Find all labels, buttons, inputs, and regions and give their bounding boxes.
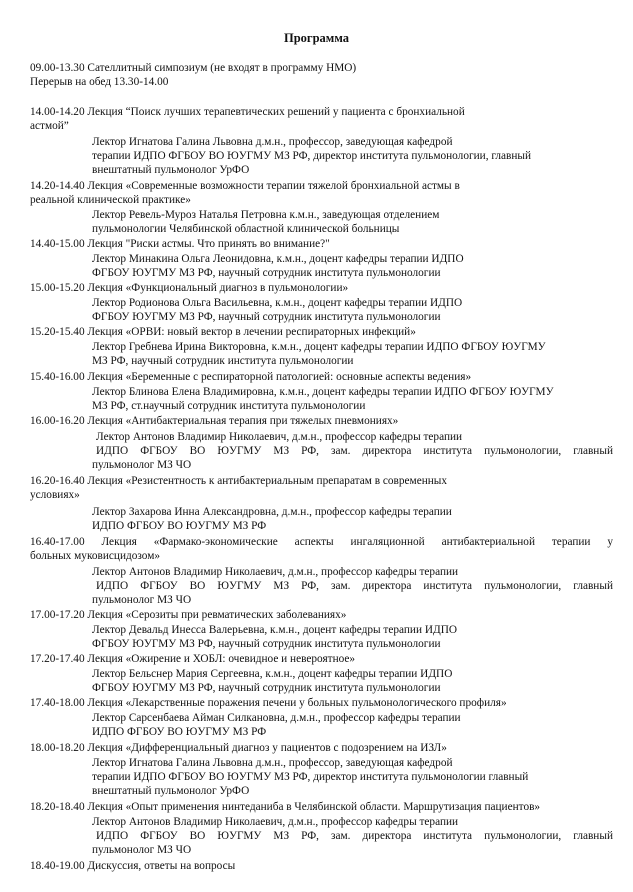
lecturer-line: Лектор Родионова Ольга Васильевна, к.м.н., доцент кафедры терапии ИДПО <box>92 297 463 309</box>
schedule-line: 14.40-15.00 Лекция "Риски астмы. Что принять во внимание?" <box>30 238 330 250</box>
lecturer-line: пульмонолог МЗ ЧО <box>92 459 192 471</box>
intro-line: Перерыв на обед 13.30-14.00 <box>30 76 169 88</box>
schedule-line: 14.00-14.20 Лекция “Поиск лучших терапевтических решений у пациента с бронхиальной <box>30 106 465 118</box>
lecturer-line: ИДПО ФГБОУ ВО ЮУГМУ МЗ РФ, зам. директора института пульмонологии, главный <box>96 830 613 842</box>
lecturer-line: Лектор Гребнева Ирина Викторовна, к.м.н., доцент кафедры терапии ИДПО ФГБОУ ЮУГМУ <box>92 341 546 353</box>
lecturer-line: ИДПО ФГБОУ ВО ЮУГМУ МЗ РФ, зам. директора института пульмонологии, главный <box>96 580 613 592</box>
lecturer-line: Лектор Девальд Инесса Валерьевна, к.м.н., доцент кафедры терапии ИДПО <box>92 624 458 636</box>
lecturer-line: Лектор Ревель-Муроз Наталья Петровна к.м.н., заведующая отделением <box>92 209 440 221</box>
lecturer-line: МЗ РФ, ст.научный сотрудник института пульмонологии <box>92 400 366 412</box>
lecturer-line: терапии ИДПО ФГБОУ ВО ЮУГМУ МЗ РФ, директор института пульмонологии главный <box>92 771 529 783</box>
lecturer-line: ФГБОУ ЮУГМУ МЗ РФ, научный сотрудник института пульмонологии <box>92 311 441 323</box>
schedule-line: астмой” <box>30 120 69 132</box>
lecturer-line: ФГБОУ ЮУГМУ МЗ РФ, научный сотрудник института пульмонологии <box>92 267 441 279</box>
schedule-line: условиях» <box>30 489 80 501</box>
schedule-line: 18.20-18.40 Лекция «Опыт применения нинтеданиба в Челябинской области. Маршрутизация пациентов» <box>30 801 541 813</box>
schedule-line: 15.20-15.40 Лекция «ОРВИ: новый вектор в лечении респираторных инфекций» <box>30 326 416 338</box>
lecturer-line: пульмонолог МЗ ЧО <box>92 594 192 606</box>
schedule-line: 17.00-17.20 Лекция «Серозиты при ревматических заболеваниях» <box>30 609 347 621</box>
schedule-line: больных муковисцидозом» <box>30 550 161 562</box>
lecturer-line: внештатный пульмонолог УрФО <box>92 164 250 176</box>
lecturer-line: Лектор Антонов Владимир Николаевич, д.м.н., профессор кафедры терапии <box>92 566 459 578</box>
lecturer-line: внештатный пульмонолог УрФО <box>92 785 250 797</box>
schedule-line: 18.40-19.00 Дискуссия, ответы на вопросы <box>30 860 236 872</box>
lecturer-line: ФГБОУ ЮУГМУ МЗ РФ, научный сотрудник института пульмонологии <box>92 682 441 694</box>
schedule-line: 15.00-15.20 Лекция «Функциональный диагноз в пульмонологии» <box>30 282 349 294</box>
schedule-line: 16.40-17.00 Лекция «Фармако-экономические аспекты ингаляционной антибактериальной терапии у <box>30 536 613 548</box>
lecturer-line: Лектор Сарсенбаева Айман Силкановна, д.м.н., профессор кафедры терапии <box>92 712 461 724</box>
schedule-line: реальной клинической практике» <box>30 194 191 206</box>
lecturer-line: Лектор Минакина Ольга Леонидовна, к.м.н., доцент кафедры терапии ИДПО <box>92 253 464 265</box>
lecturer-line: ИДПО ФГБОУ ВО ЮУГМУ МЗ РФ <box>92 520 267 532</box>
lecturer-line: Лектор Захарова Инна Александровна, д.м.н., профессор кафедры терапии <box>92 506 452 518</box>
lecturer-line: Лектор Антонов Владимир Николаевич, д.м.н., профессор кафедры терапии <box>96 431 463 443</box>
lecturer-line: Лектор Игнатова Галина Львовна д.м.н., профессор, заведующая кафедрой <box>92 757 453 769</box>
schedule-line: 16.00-16.20 Лекция «Антибактериальная терапия при тяжелых пневмониях» <box>30 415 399 427</box>
lecturer-line: ИДПО ФГБОУ ВО ЮУГМУ МЗ РФ <box>92 726 267 738</box>
lecturer-line: Лектор Антонов Владимир Николаевич, д.м.н., профессор кафедры терапии <box>92 816 459 828</box>
schedule-line: 17.20-17.40 Лекция «Ожирение и ХОБЛ: очевидное и невероятное» <box>30 653 356 665</box>
intro-line: 09.00-13.30 Сателлитный симпозиум (не входят в программу НМО) <box>30 62 357 74</box>
page-title: Программа <box>284 31 349 45</box>
lecturer-line: пульмонолог МЗ ЧО <box>92 844 192 856</box>
lecturer-line: ФГБОУ ЮУГМУ МЗ РФ, научный сотрудник института пульмонологии <box>92 638 441 650</box>
lecturer-line: МЗ РФ, научный сотрудник института пульмонологии <box>92 355 354 367</box>
schedule-line: 16.20-16.40 Лекция «Резистентность к антибактериальным препаратам в современных <box>30 475 448 487</box>
lecturer-line: Лектор Игнатова Галина Львовна д.м.н., профессор, заведующая кафедрой <box>92 136 453 148</box>
lecturer-line: ИДПО ФГБОУ ВО ЮУГМУ МЗ РФ, зам. директора института пульмонологии, главный <box>96 445 613 457</box>
lecturer-line: Лектор Блинова Елена Владимировна, к.м.н., доцент кафедры терапии ИДПО ФГБОУ ЮУГМУ <box>92 386 554 398</box>
lecturer-line: пульмонологии Челябинской областной клинической больницы <box>92 223 400 235</box>
lecturer-line: терапии ИДПО ФГБОУ ВО ЮУГМУ МЗ РФ, директор института пульмонологии, главный <box>92 150 532 162</box>
schedule-line: 17.40-18.00 Лекция «Лекарственные поражения печени у больных пульмонологического профиля» <box>30 697 507 709</box>
lecturer-line: Лектор Бельснер Мария Сергеевна, к.м.н., доцент кафедры терапии ИДПО <box>92 668 453 680</box>
schedule-line: 14.20-14.40 Лекция «Современные возможности терапии тяжелой бронхиальной астмы в <box>30 180 460 192</box>
schedule-line: 15.40-16.00 Лекция «Беременные с респираторной патологией: основные аспекты ведения» <box>30 371 472 383</box>
schedule-line: 18.00-18.20 Лекция «Дифференциальный диагноз у пациентов с подозрением на ИЗЛ» <box>30 742 447 754</box>
